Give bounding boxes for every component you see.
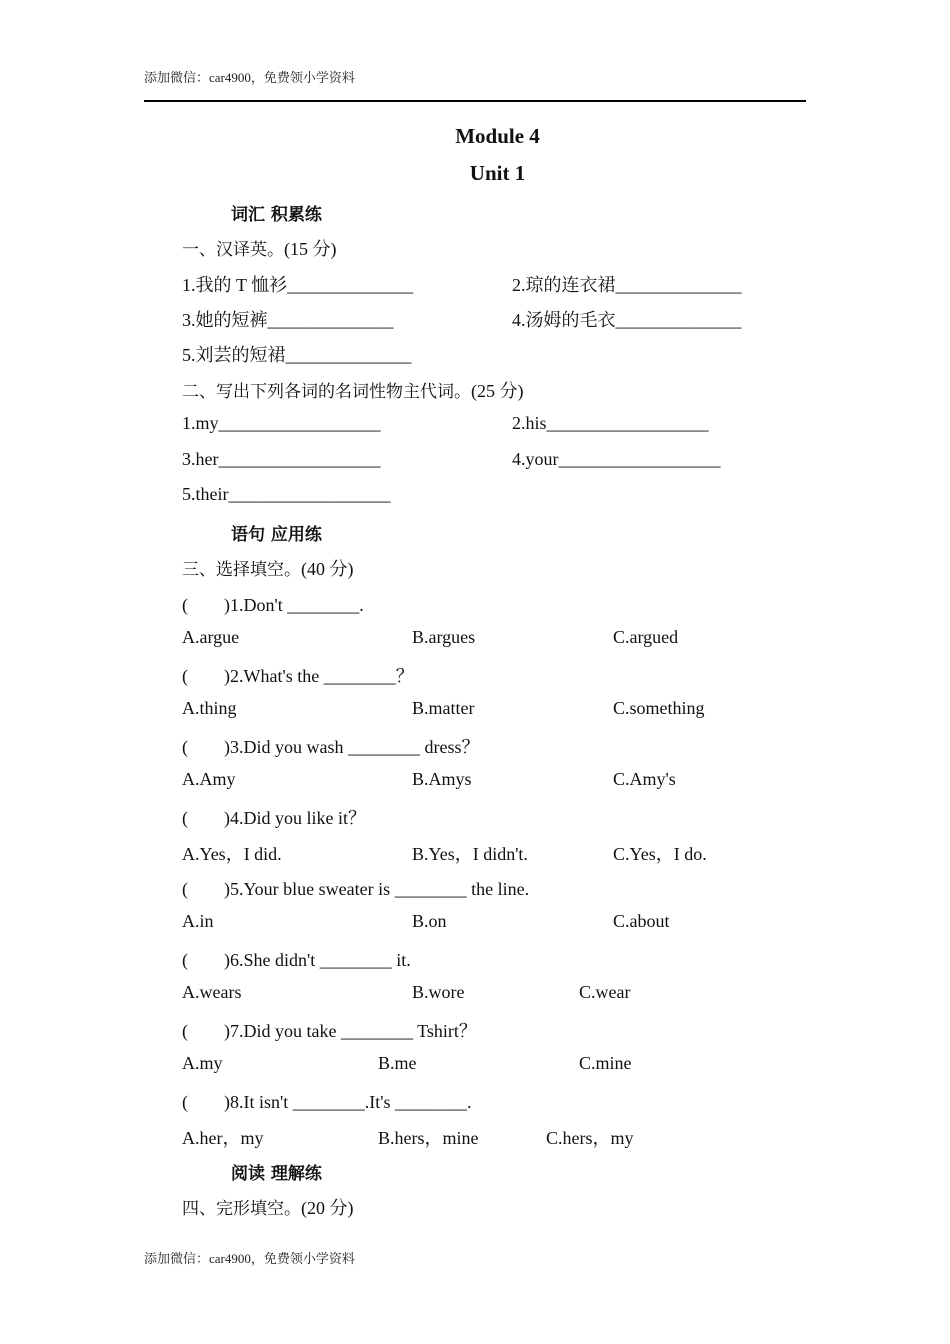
part2-item: 1.my__________________ <box>182 413 381 433</box>
part3-title <box>182 555 354 581</box>
option-b: B.me <box>378 1053 417 1073</box>
page-footer-note: 添加微信：car4900，免费领小学资料 <box>144 1251 355 1266</box>
question-stem: ( )3.Did you wash ________ dress？ <box>182 737 480 757</box>
option-a: A.her，my <box>182 1128 264 1148</box>
question-stem: ( )6.She didn't ________ it. <box>182 950 411 970</box>
section-label-reading: 阅读 理解练 <box>231 1164 322 1184</box>
part2-item: 5.their__________________ <box>182 484 391 504</box>
part1-item: 1.我的 T 恤衫______________ <box>182 275 414 295</box>
option-c: C.argued <box>613 627 679 647</box>
section-label-vocab: 词汇 积累练 <box>231 205 322 225</box>
part2-title-text: 二、写出下列各词的名词性物主代词。 <box>182 382 471 402</box>
part2-item: 4.your__________________ <box>512 449 721 469</box>
part1-points: (15 分) <box>284 239 337 259</box>
option-a: A.in <box>182 911 214 931</box>
header-divider <box>144 100 806 102</box>
option-c: C.Amy's <box>613 769 676 789</box>
option-b: B.hers，mine <box>378 1128 479 1148</box>
part1-title-text: 一、汉译英。 <box>182 240 284 260</box>
part2-item: 3.her__________________ <box>182 449 381 469</box>
option-c: C.something <box>613 698 705 718</box>
part3-title-text: 三、选择填空。 <box>182 560 301 580</box>
part1-item: 4.汤姆的毛衣______________ <box>512 310 742 330</box>
part2-points: (25 分) <box>471 381 524 401</box>
option-b: B.argues <box>412 627 476 647</box>
option-b: B.on <box>412 911 447 931</box>
option-b: B.Amys <box>412 769 472 789</box>
part1-title <box>182 235 337 261</box>
option-a: A.my <box>182 1053 223 1073</box>
option-c: C.hers，my <box>546 1128 634 1148</box>
option-c: C.wear <box>579 982 631 1002</box>
part1-item: 2.琼的连衣裙______________ <box>512 275 742 295</box>
part3-points: (40 分) <box>301 559 354 579</box>
option-a: A.wears <box>182 982 242 1002</box>
option-a: A.thing <box>182 698 237 718</box>
section-label-sentence: 语句 应用练 <box>231 525 322 545</box>
page-header-note: 添加微信：car4900，免费领小学资料 <box>144 70 355 85</box>
option-c: C.Yes，I do. <box>613 844 707 864</box>
question-stem: ( )4.Did you like it？ <box>182 808 366 828</box>
question-stem: ( )8.It isn't ________.It's ________. <box>182 1092 472 1112</box>
part4-points: (20 分) <box>301 1198 354 1218</box>
option-c: C.mine <box>579 1053 632 1073</box>
part1-item: 3.她的短裤______________ <box>182 310 394 330</box>
part2-title <box>182 377 524 403</box>
option-b: B.Yes，I didn't. <box>412 844 528 864</box>
option-a: A.Amy <box>182 769 236 789</box>
unit-title: Unit 1 <box>469 161 526 185</box>
part4-title <box>182 1194 354 1220</box>
option-b: B.wore <box>412 982 465 1002</box>
part4-title-text: 四、完形填空。 <box>182 1199 301 1219</box>
module-title: Module 4 <box>455 124 540 148</box>
question-stem: ( )5.Your blue sweater is ________ the line. <box>182 879 530 899</box>
option-a: A.Yes，I did. <box>182 844 282 864</box>
question-stem: ( )1.Don't ________. <box>182 595 364 615</box>
part2-item: 2.his__________________ <box>512 413 709 433</box>
option-a: A.argue <box>182 627 240 647</box>
option-c: C.about <box>613 911 670 931</box>
part1-item: 5.刘芸的短裙______________ <box>182 345 412 365</box>
question-stem: ( )7.Did you take ________ Tshirt？ <box>182 1021 477 1041</box>
option-b: B.matter <box>412 698 475 718</box>
question-stem: ( )2.What's the ________？ <box>182 666 414 686</box>
